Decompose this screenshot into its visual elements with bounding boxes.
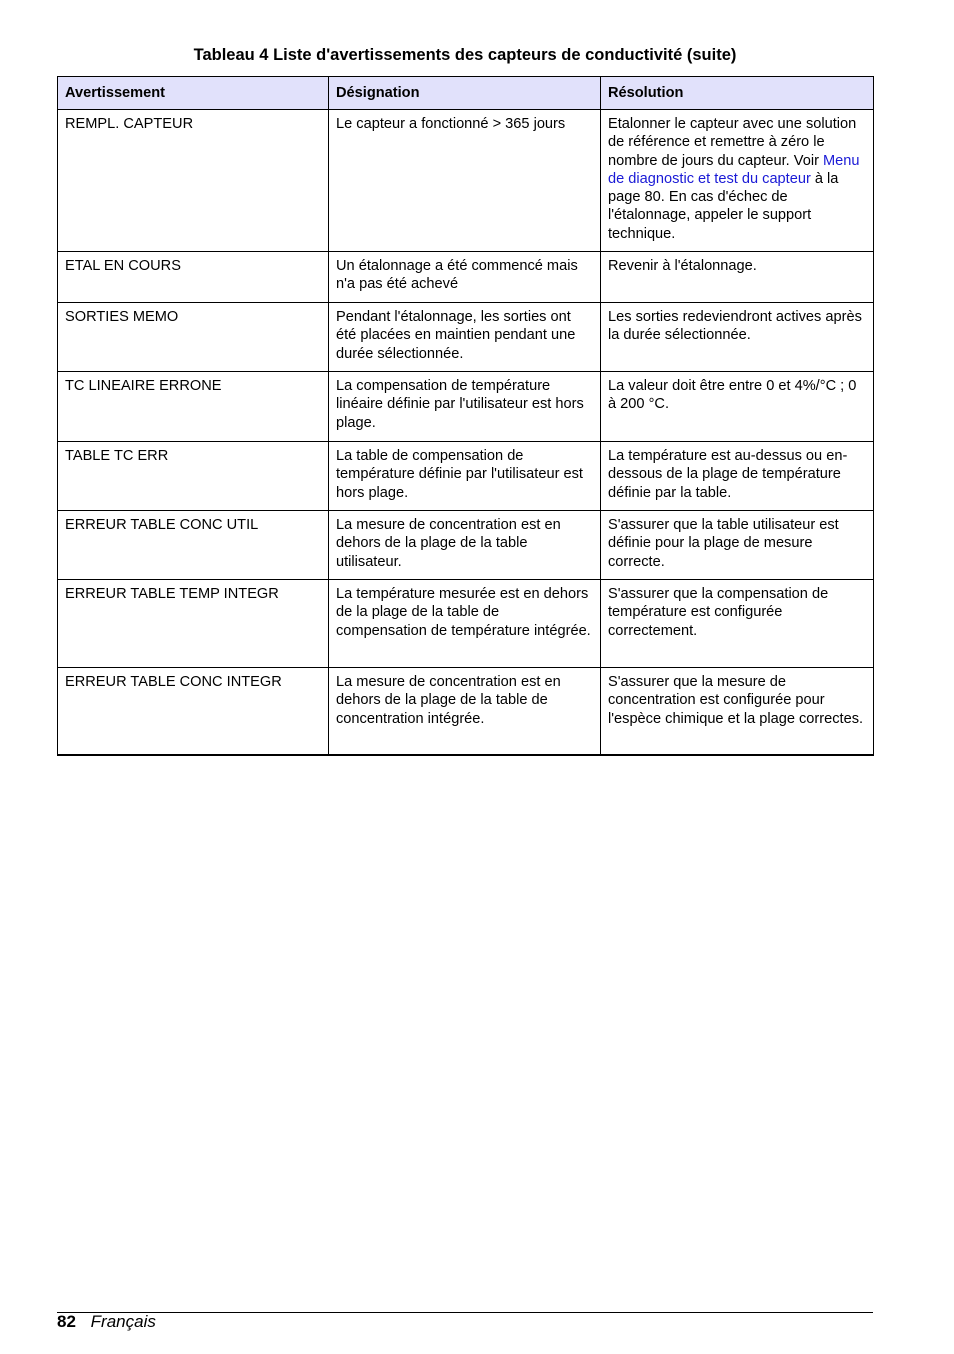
table-row bbox=[58, 303, 874, 372]
resolution-cell: La température est au-dessus ou en-dessous de la plage de température définie par la table. bbox=[601, 442, 874, 511]
description-cell: La mesure de concentration est en dehors de la plage de la table de concentration intégrée. bbox=[329, 668, 601, 755]
resolution-text: à la page 80. En cas d'échec de l'étalonnage, appeler le support technique. bbox=[608, 170, 839, 242]
table-row bbox=[58, 511, 874, 580]
description-cell: La compensation de température linéaire définie par l'utilisateur est hors plage. bbox=[329, 372, 601, 442]
table-row bbox=[58, 668, 874, 755]
table-row bbox=[58, 110, 874, 252]
column-header-warning: Avertissement bbox=[58, 77, 329, 110]
description-cell: Le capteur a fonctionné > 365 jours bbox=[329, 110, 601, 252]
column-header-resolution: Résolution bbox=[601, 77, 874, 110]
table-row bbox=[58, 442, 874, 511]
resolution-cell: Les sorties redeviendront actives après la durée sélectionnée. bbox=[601, 303, 874, 372]
page-footer bbox=[57, 1312, 156, 1332]
footer-language: Français bbox=[90, 1312, 156, 1331]
table-row bbox=[58, 372, 874, 442]
resolution-text: Etalonner le capteur avec une solution de référence et remettre à zéro le nombre de jours du capteur. Voir bbox=[608, 116, 857, 169]
warning-cell: ERREUR TABLE CONC INTEGR bbox=[58, 668, 329, 755]
page-number: 82 bbox=[57, 1312, 76, 1331]
warning-cell: TC LINEAIRE ERRONE bbox=[58, 372, 329, 442]
footer-divider bbox=[57, 1312, 873, 1313]
table-title: Tableau 4 Liste d'avertissements des capteurs de conductivité (suite) bbox=[193, 46, 737, 64]
description-cell: La table de compensation de température définie par l'utilisateur est hors plage. bbox=[329, 442, 601, 511]
table-row bbox=[58, 252, 874, 303]
warning-cell: ETAL EN COURS bbox=[58, 252, 329, 303]
warning-cell: TABLE TC ERR bbox=[58, 442, 329, 511]
warning-cell: SORTIES MEMO bbox=[58, 303, 329, 372]
description-cell: Un étalonnage a été commencé mais n'a pas été achevé bbox=[329, 252, 601, 303]
warnings-table bbox=[57, 76, 874, 756]
warning-cell: ERREUR TABLE CONC UTIL bbox=[58, 511, 329, 580]
table-row bbox=[58, 580, 874, 668]
resolution-cell: Revenir à l'étalonnage. bbox=[601, 252, 874, 303]
diagnostic-menu-link[interactable]: Menu de diagnostic et test du capteur bbox=[608, 152, 860, 187]
warning-cell: REMPL. CAPTEUR bbox=[58, 110, 329, 252]
description-cell: La température mesurée est en dehors de la plage de la table de compensation de température intégrée. bbox=[329, 580, 601, 668]
resolution-cell: La valeur doit être entre 0 et 4%/°C ; 0 à 200 °C. bbox=[601, 372, 874, 442]
table-header-row bbox=[58, 77, 874, 110]
column-header-description: Désignation bbox=[329, 77, 601, 110]
resolution-cell: S'assurer que la compensation de température est configurée correctement. bbox=[601, 580, 874, 668]
description-cell: Pendant l'étalonnage, les sorties ont été placées en maintien pendant une durée sélectionnée. bbox=[329, 303, 601, 372]
resolution-cell: S'assurer que la mesure de concentration est configurée pour l'espèce chimique et la plage correctes. bbox=[601, 668, 874, 755]
warning-cell: ERREUR TABLE TEMP INTEGR bbox=[58, 580, 329, 668]
resolution-cell bbox=[601, 110, 874, 252]
resolution-cell: S'assurer que la table utilisateur est définie pour la plage de mesure correcte. bbox=[601, 511, 874, 580]
description-cell: La mesure de concentration est en dehors de la plage de la table utilisateur. bbox=[329, 511, 601, 580]
